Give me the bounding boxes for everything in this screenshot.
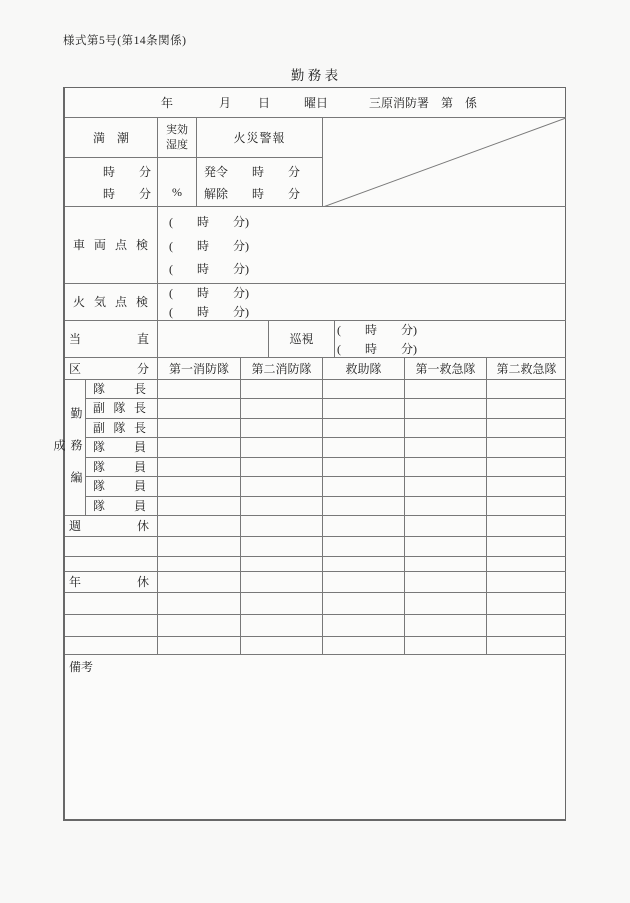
leave-data-cell [323, 516, 405, 536]
rank-data-cell [405, 438, 487, 456]
roster-column-header: 第二救急隊 [487, 358, 566, 380]
rank-data-cell [405, 477, 487, 495]
rank-data-cell [487, 399, 566, 417]
humidity-value-cell [158, 158, 197, 207]
crew-section-label: 勤務編成 [65, 380, 86, 516]
fire-warning-header-cell: 火災警報 [197, 118, 323, 158]
leave-data-cell [487, 557, 566, 571]
rank-label-cell: 副隊長 [86, 399, 158, 417]
rank-data-cell [487, 438, 566, 456]
rank-data-cell [323, 497, 405, 515]
leave-data-cell [405, 615, 487, 636]
patrol-times-cell [335, 321, 566, 358]
leave-data-cell [487, 572, 566, 592]
rank-data-cell [487, 497, 566, 515]
tide-time-line: 時 分 [102, 165, 151, 179]
patrol-label: 巡視 [269, 321, 335, 358]
date-header-row [65, 88, 566, 118]
rank-data-cell [158, 497, 241, 515]
vehicle-check-time-line: ( 時 分) [169, 261, 249, 276]
rank-data-cell [323, 477, 405, 495]
rank-data-cell [158, 458, 241, 476]
warning-issue-line: 発令 時 分 [204, 165, 301, 179]
tide-time-line: 時 分 [102, 187, 151, 201]
leave-data-cell [323, 557, 405, 571]
leave-data-cell [158, 516, 241, 536]
leave-data-cell [323, 615, 405, 636]
vehicle-check-time-line: ( 時 分) [169, 215, 249, 230]
rank-data-cell [241, 458, 323, 476]
rank-data-cell [158, 399, 241, 417]
effective-humidity-header-cell [158, 118, 197, 158]
empty-row [65, 557, 566, 572]
rank-label-cell: 隊員 [86, 497, 158, 515]
leave-data-cell [405, 516, 487, 536]
diagonal-blank-cell [323, 118, 566, 207]
rank-row [86, 380, 566, 399]
leave-data-cell [158, 572, 241, 592]
rank-row [86, 438, 566, 457]
leave-data-cell [241, 593, 323, 614]
remarks-label: 備考 [69, 660, 94, 674]
duty-roster-table [52, 87, 566, 821]
rank-data-cell [241, 477, 323, 495]
fire-check-label: 火気点検 [65, 284, 158, 321]
weekday-label: 曜日 [304, 96, 329, 110]
rank-label-cell: 隊員 [86, 458, 158, 476]
rank-data-cell [323, 458, 405, 476]
leave-data-cell [405, 593, 487, 614]
rank-data-cell [405, 399, 487, 417]
rank-label-cell: 隊長 [86, 380, 158, 398]
leave-data-cell [405, 557, 487, 571]
leave-data-cell [158, 615, 241, 636]
day-label: 日 [258, 96, 271, 110]
rank-data-cell [241, 497, 323, 515]
page-title: 勤 務 表 [290, 68, 339, 83]
rank-label-cell: 隊員 [86, 477, 158, 495]
rank-row [86, 419, 566, 438]
warning-cancel-line: 解除 時 分 [204, 187, 301, 201]
leave-data-cell [405, 572, 487, 592]
diagonal-line [323, 118, 566, 207]
rank-data-cell [323, 380, 405, 398]
rank-data-cell [405, 497, 487, 515]
leave-data-cell [323, 572, 405, 592]
vehicle-check-time-line: ( 時 分) [169, 238, 249, 253]
form-number: 様式第5号(第14条関係) [63, 35, 187, 47]
rank-row [86, 399, 566, 418]
empty-row [65, 537, 566, 557]
rank-data-cell [241, 380, 323, 398]
roster-column-header: 第一救急隊 [405, 358, 487, 380]
leave-data-cell [158, 637, 241, 654]
roster-column-header: 救助隊 [323, 358, 405, 380]
leave-data-cell [241, 516, 323, 536]
duty-blank-cell [158, 321, 269, 358]
rank-data-cell [487, 458, 566, 476]
rank-data-cell [487, 419, 566, 437]
empty-row [65, 593, 566, 615]
year-label: 年 [161, 96, 174, 110]
leave-data-cell [487, 537, 566, 556]
leave-label-cell [65, 537, 158, 556]
rank-data-cell [158, 419, 241, 437]
rank-data-cell [241, 438, 323, 456]
annual-leave-row [65, 572, 566, 593]
category-header-label: 区分 [65, 358, 158, 380]
rank-data-cell [323, 419, 405, 437]
weekly-off-label: 週休 [65, 516, 158, 536]
fire-warning-times-cell [197, 158, 323, 207]
rank-data-cell [487, 477, 566, 495]
leave-data-cell [241, 637, 323, 654]
leave-data-cell [323, 537, 405, 556]
rank-data-cell [241, 399, 323, 417]
percent-sign: % [172, 185, 182, 199]
leave-label-cell [65, 557, 158, 571]
duty-label: 当直 [65, 321, 158, 358]
leave-label-cell [65, 637, 158, 654]
high-tide-times-cell [65, 158, 158, 207]
rank-row [86, 497, 566, 516]
vehicle-check-label: 車両点検 [65, 207, 158, 284]
month-label: 月 [219, 96, 232, 110]
rank-data-cell [241, 419, 323, 437]
empty-row [65, 637, 566, 655]
rank-row [86, 458, 566, 477]
station-label: 三原消防署 第 係 [369, 96, 478, 110]
humidity-label-line2: 湿度 [166, 139, 188, 151]
rank-label-cell: 副隊長 [86, 419, 158, 437]
leave-data-cell [405, 637, 487, 654]
patrol-time-line: ( 時 分) [337, 323, 417, 337]
leave-data-cell [241, 572, 323, 592]
leave-label-cell [65, 593, 158, 614]
rank-data-cell [405, 380, 487, 398]
leave-data-cell [487, 593, 566, 614]
humidity-label-line1: 実効 [166, 124, 188, 136]
leave-data-cell [241, 537, 323, 556]
rank-label-cell: 隊員 [86, 438, 158, 456]
leave-data-cell [241, 615, 323, 636]
rank-rows [86, 380, 566, 516]
rank-data-cell [405, 458, 487, 476]
rank-data-cell [158, 477, 241, 495]
rank-data-cell [487, 380, 566, 398]
leave-data-cell [323, 593, 405, 614]
leave-rows [65, 516, 566, 655]
rank-data-cell [158, 438, 241, 456]
patrol-time-line: ( 時 分) [337, 341, 417, 356]
rank-data-cell [323, 438, 405, 456]
rank-data-cell [158, 380, 241, 398]
rank-data-cell [405, 419, 487, 437]
leave-data-cell [405, 537, 487, 556]
fire-check-time-line: ( 時 分) [169, 286, 249, 300]
remarks-box [65, 655, 566, 820]
leave-data-cell [158, 593, 241, 614]
annual-leave-label: 年休 [65, 572, 158, 592]
high-tide-header-cell: 満 潮 [65, 118, 158, 158]
fire-check-time-line: ( 時 分) [169, 304, 249, 319]
vehicle-check-times-cell [158, 207, 566, 284]
leave-data-cell [323, 637, 405, 654]
roster-column-header: 第二消防隊 [241, 358, 323, 380]
roster-column-header: 第一消防隊 [158, 358, 241, 380]
leave-data-cell [487, 637, 566, 654]
weekly-off-row [65, 516, 566, 537]
leave-data-cell [487, 615, 566, 636]
rank-row [86, 477, 566, 496]
leave-data-cell [158, 557, 241, 571]
leave-data-cell [241, 557, 323, 571]
leave-data-cell [158, 537, 241, 556]
fire-check-times-cell [158, 284, 566, 321]
leave-label-cell [65, 615, 158, 636]
leave-data-cell [487, 516, 566, 536]
empty-row [65, 615, 566, 637]
rank-data-cell [323, 399, 405, 417]
